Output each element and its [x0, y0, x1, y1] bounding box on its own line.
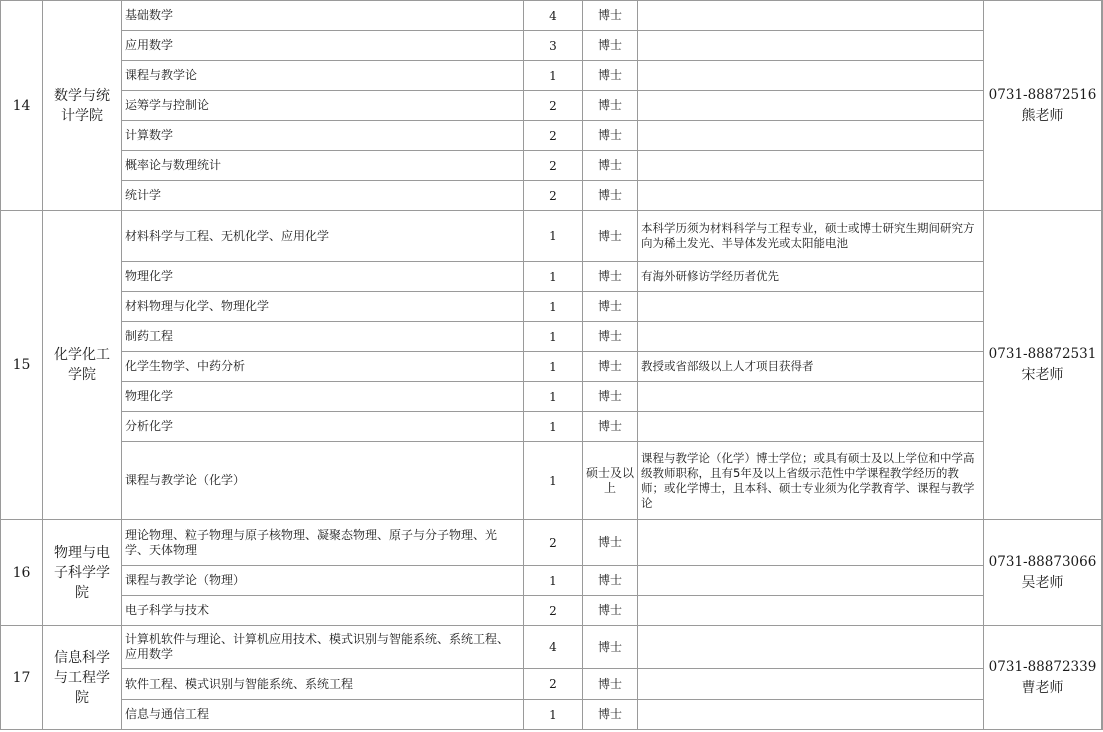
table-body	[1, 1, 1103, 730]
requirement-cell	[638, 31, 984, 61]
contact-phone: 0731-88872516	[988, 86, 1097, 103]
requirement-cell	[638, 412, 984, 442]
degree-cell: 博士	[583, 31, 638, 61]
quota-cell: 2	[524, 151, 583, 181]
major-cell: 计算机软件与理论、计算机应用技术、模式识别与智能系统、系统工程、应用数学	[122, 626, 524, 669]
degree-cell: 博士	[583, 626, 638, 669]
requirement-cell	[638, 91, 984, 121]
quota-cell: 1	[524, 352, 583, 382]
table-row	[1, 520, 1103, 566]
table-row	[1, 442, 1103, 520]
right-margin-cell	[1102, 520, 1103, 626]
requirement-cell: 课程与教学论（化学）博士学位；或具有硕士及以上学位和中学高级教师职称，且有5年及以上省级示范性中学课程教学经历的教师；或化学博士，且本科、硕士专业须为化学教育学、课程与教学论	[638, 442, 984, 520]
major-cell: 计算数学	[122, 121, 524, 151]
table-row	[1, 61, 1103, 91]
right-margin-cell	[1102, 1, 1103, 211]
requirement-cell	[638, 566, 984, 596]
table-row	[1, 596, 1103, 626]
quota-cell: 1	[524, 322, 583, 352]
table-row	[1, 211, 1103, 262]
quota-cell: 1	[524, 412, 583, 442]
contact-cell	[984, 1, 1102, 211]
degree-cell: 硕士及以 上	[583, 442, 638, 520]
major-cell: 信息与通信工程	[122, 700, 524, 730]
table-row	[1, 322, 1103, 352]
table-row	[1, 181, 1103, 211]
major-cell: 课程与教学论（化学）	[122, 442, 524, 520]
degree-cell: 博士	[583, 61, 638, 91]
quota-cell: 1	[524, 262, 583, 292]
degree-cell: 博士	[583, 211, 638, 262]
group-number: 17	[1, 626, 43, 730]
requirement-cell	[638, 626, 984, 669]
table-row	[1, 566, 1103, 596]
requirement-cell: 本科学历须为材料科学与工程专业，硕士或博士研究生期间研究方向为稀土发光、半导体发光或太阳能电池	[638, 211, 984, 262]
department-name-text: 化学化工 学院	[54, 347, 110, 383]
requirement-cell	[638, 151, 984, 181]
major-cell: 材料物理与化学、物理化学	[122, 292, 524, 322]
requirement-cell	[638, 61, 984, 91]
quota-cell: 4	[524, 1, 583, 31]
requirement-cell	[638, 700, 984, 730]
contact-phone: 0731-88872531	[988, 346, 1097, 362]
major-cell: 课程与教学论（物理）	[122, 566, 524, 596]
department-name	[43, 1, 122, 211]
major-cell: 物理化学	[122, 262, 524, 292]
major-cell: 制药工程	[122, 322, 524, 352]
degree-cell: 博士	[583, 91, 638, 121]
requirement-cell	[638, 292, 984, 322]
quota-cell: 3	[524, 31, 583, 61]
table-row	[1, 626, 1103, 669]
major-cell: 统计学	[122, 181, 524, 211]
quota-cell: 1	[524, 292, 583, 322]
quota-cell: 1	[524, 700, 583, 730]
requirement-cell	[638, 322, 984, 352]
quota-cell: 2	[524, 596, 583, 626]
major-cell: 化学生物学、中药分析	[122, 352, 524, 382]
major-cell: 分析化学	[122, 412, 524, 442]
degree-cell: 博士	[583, 382, 638, 412]
contact-cell	[984, 520, 1102, 626]
degree-cell: 博士	[583, 566, 638, 596]
table-row	[1, 91, 1103, 121]
department-name	[43, 211, 122, 520]
contact-teacher: 吴老师	[1021, 574, 1064, 591]
table-row	[1, 262, 1103, 292]
group-number: 16	[1, 520, 43, 626]
department-name-text: 信息科学 与工程学 院	[54, 649, 110, 706]
major-cell: 软件工程、模式识别与智能系统、系统工程	[122, 669, 524, 700]
requirement-cell	[638, 121, 984, 151]
quota-cell: 2	[524, 121, 583, 151]
major-cell: 概率论与数理统计	[122, 151, 524, 181]
degree-cell: 博士	[583, 669, 638, 700]
requirement-cell	[638, 596, 984, 626]
degree-cell: 博士	[583, 412, 638, 442]
quota-cell: 1	[524, 442, 583, 520]
degree-cell: 博士	[583, 292, 638, 322]
quota-cell: 2	[524, 669, 583, 700]
table-row	[1, 669, 1103, 700]
degree-cell: 博士	[583, 1, 638, 31]
requirement-cell: 教授或省部级以上人才项目获得者	[638, 352, 984, 382]
quota-cell: 4	[524, 626, 583, 669]
requirement-cell	[638, 520, 984, 566]
contact-phone: 0731-88872339	[988, 658, 1097, 675]
group-number: 15	[1, 211, 43, 520]
degree-cell: 博士	[583, 520, 638, 566]
requirement-cell	[638, 1, 984, 31]
contact-phone: 0731-88873066	[988, 553, 1097, 570]
quota-cell: 2	[524, 91, 583, 121]
right-margin-cell	[1102, 626, 1103, 730]
department-name	[43, 626, 122, 730]
degree-cell: 博士	[583, 596, 638, 626]
requirement-cell	[638, 181, 984, 211]
degree-cell: 博士	[583, 700, 638, 730]
table-row	[1, 1, 1103, 31]
table-row	[1, 700, 1103, 730]
major-cell: 课程与教学论	[122, 61, 524, 91]
quota-cell: 2	[524, 181, 583, 211]
quota-cell: 1	[524, 382, 583, 412]
degree-cell: 博士	[583, 181, 638, 211]
department-name-text: 数学与统 计学院	[54, 87, 110, 124]
major-cell: 应用数学	[122, 31, 524, 61]
major-cell: 电子科学与技术	[122, 596, 524, 626]
group-number: 14	[1, 1, 43, 211]
table-row	[1, 151, 1103, 181]
table-row	[1, 412, 1103, 442]
requirement-cell	[638, 382, 984, 412]
degree-cell: 博士	[583, 121, 638, 151]
contact-cell	[984, 626, 1102, 730]
contact-teacher: 熊老师	[1021, 107, 1064, 124]
table-row	[1, 382, 1103, 412]
degree-cell: 博士	[583, 352, 638, 382]
degree-cell: 博士	[583, 262, 638, 292]
contact-teacher: 宋老师	[1021, 367, 1064, 383]
right-margin-cell	[1102, 211, 1103, 520]
requirement-cell: 有海外研修访学经历者优先	[638, 262, 984, 292]
degree-cell: 博士	[583, 151, 638, 181]
table-row	[1, 292, 1103, 322]
major-cell: 材料科学与工程、无机化学、应用化学	[122, 211, 524, 262]
table-row	[1, 352, 1103, 382]
major-cell: 运筹学与控制论	[122, 91, 524, 121]
quota-cell: 1	[524, 61, 583, 91]
quota-cell: 1	[524, 211, 583, 262]
table-row	[1, 121, 1103, 151]
major-cell: 基础数学	[122, 1, 524, 31]
degree-cell: 博士	[583, 322, 638, 352]
contact-cell	[984, 211, 1102, 520]
department-name-text: 物理与电 子科学学 院	[54, 544, 110, 601]
quota-cell: 2	[524, 520, 583, 566]
table-row	[1, 31, 1103, 61]
quota-cell: 1	[524, 566, 583, 596]
major-cell: 物理化学	[122, 382, 524, 412]
contact-teacher: 曹老师	[1021, 679, 1064, 696]
major-cell: 理论物理、粒子物理与原子核物理、凝聚态物理、原子与分子物理、光学、天体物理	[122, 520, 524, 566]
department-name	[43, 520, 122, 626]
requirement-cell	[638, 669, 984, 700]
